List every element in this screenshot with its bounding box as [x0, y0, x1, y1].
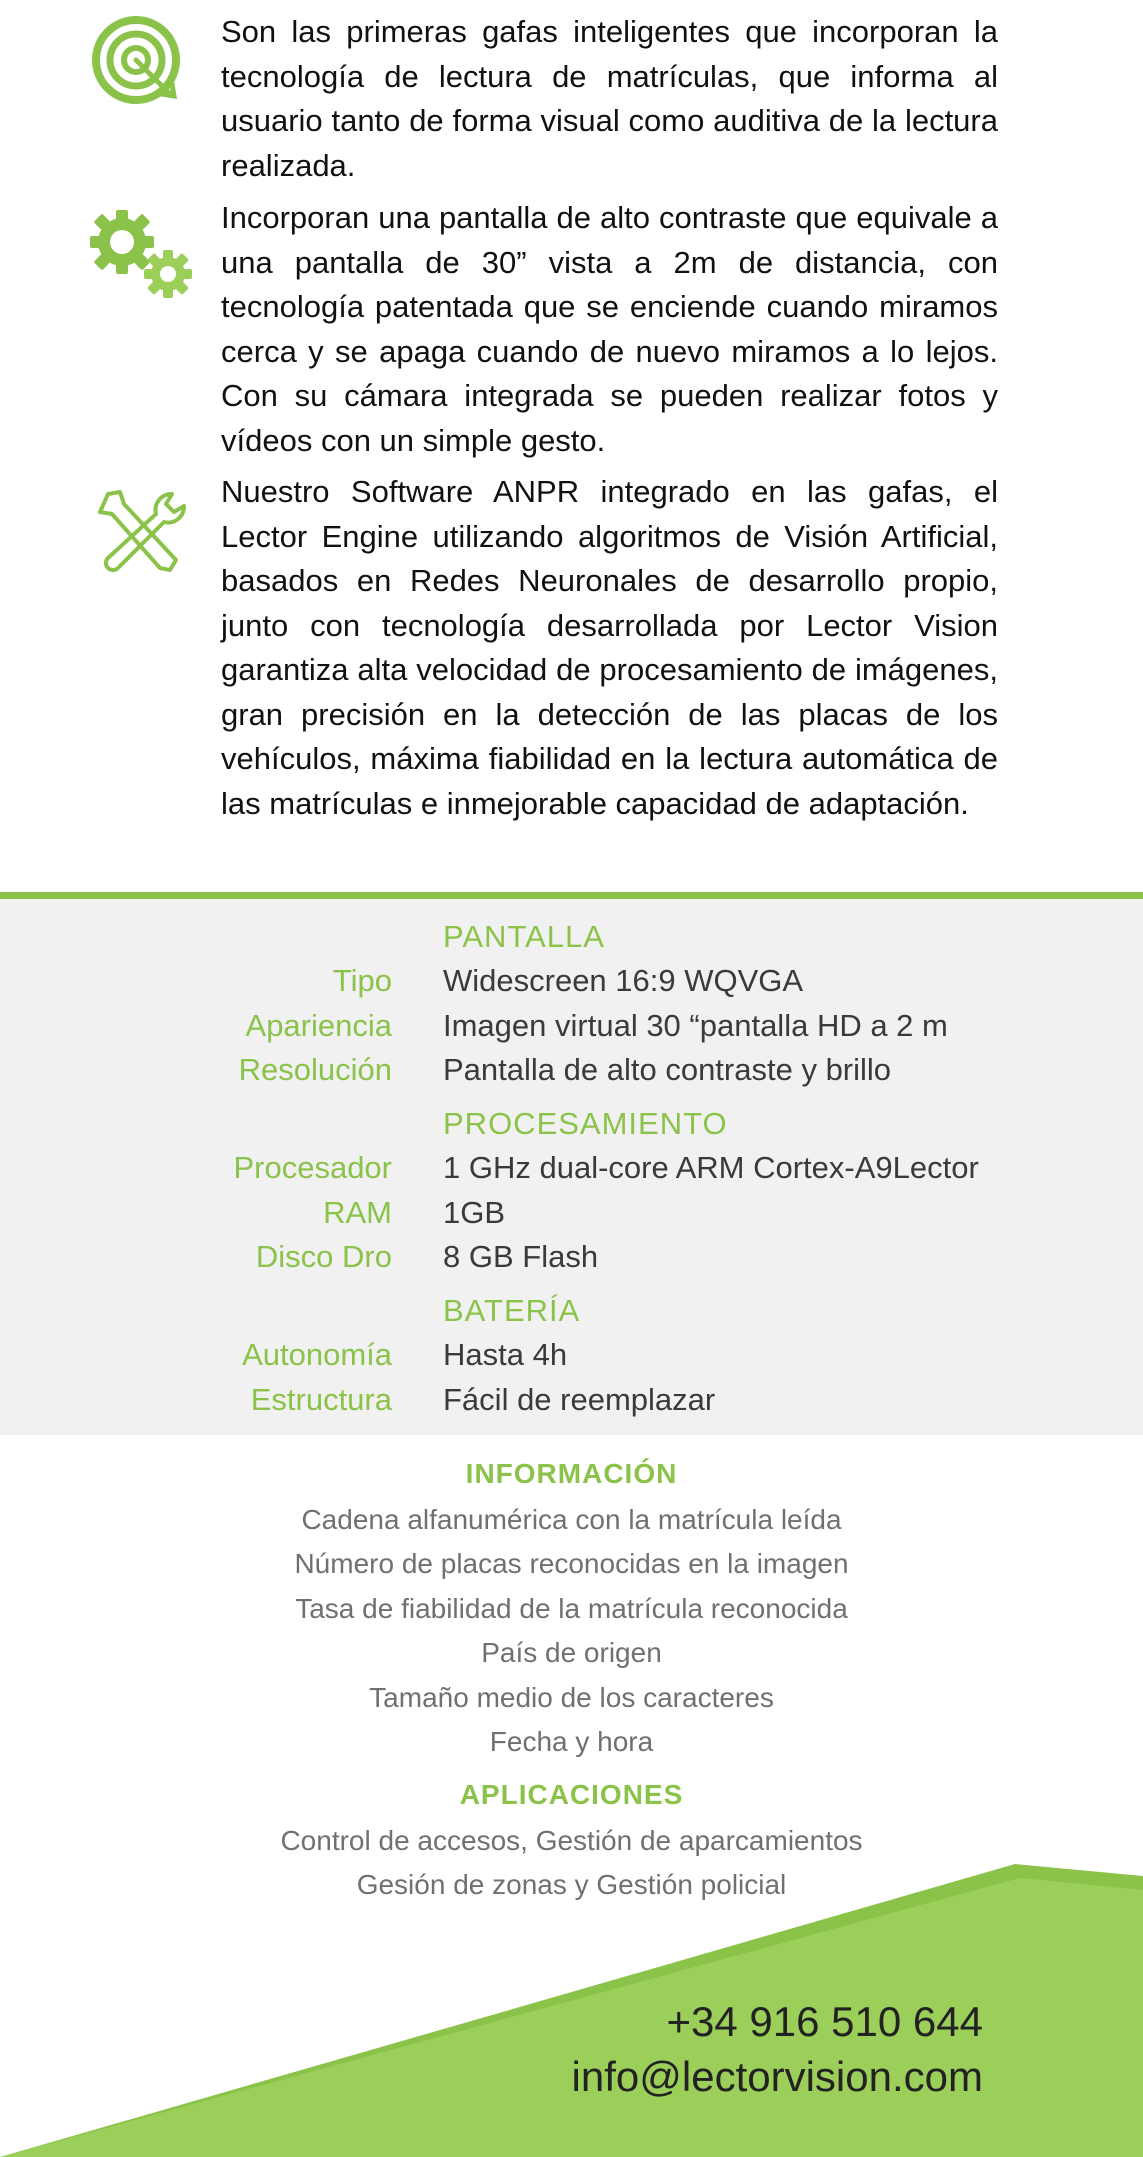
feature-block [0, 196, 1143, 466]
spec-value: Hasta 4h [443, 1337, 568, 1372]
contact-phone: +34 916 510 644 [666, 1998, 983, 2045]
info-item: Tamaño medio de los caracteres [369, 1682, 774, 1713]
info-item: Cadena alfanumérica con la matrícula leída [301, 1504, 842, 1535]
spec-label: Disco Dro [255, 1239, 392, 1274]
spec-value: 1GB [443, 1195, 506, 1230]
spec-section-title: BATERÍA [443, 1293, 581, 1328]
info-item: Fecha y hora [489, 1726, 654, 1757]
info-title: INFORMACIÓN [465, 1458, 678, 1489]
spec-section-title: PANTALLA [443, 919, 605, 954]
spec-label: Tipo [332, 963, 392, 998]
spec-row [0, 963, 1143, 1007]
spec-row [0, 1195, 1143, 1239]
application-item: Gesión de zonas y Gestión policial [356, 1869, 787, 1900]
spec-row [0, 1150, 1143, 1194]
feature-text: Incorporan una pantalla de alto contraste que equivale a una pantalla de 30” vista a 2m de distancia, con tecnología patentada que se enciende cuando miramos cerca y se apaga cuando de nuevo miramos a lo lejos. Con su cámara integrada se pueden realizar fotos y vídeos con un simple gesto. [221, 200, 998, 458]
spec-row [0, 1337, 1143, 1381]
info-item: Número de placas reconocidas en la imagen [294, 1548, 849, 1579]
spec-label: Estructura [250, 1382, 392, 1417]
spec-value: Fácil de reemplazar [443, 1382, 716, 1417]
spec-value: 8 GB Flash [443, 1239, 599, 1274]
feature-text: Nuestro Software ANPR integrado en las gafas, el Lector Engine utilizando algoritmos de Visión Artificial, basados en Redes Neuronales de desarrollo propio, junto con tecnología desarrollada por Lector Vision garantiza alta velocidad de procesamiento de imágenes, gran precisión en la detección de las placas de los vehículos, máxima fiabilidad en la lectura automática de las matrículas e inmejorable capacidad de adaptación. [221, 474, 998, 821]
spec-label: RAM [323, 1195, 392, 1230]
spec-row [0, 1382, 1143, 1426]
contact-email[interactable]: info@lectorvision.com [571, 2053, 983, 2100]
spec-value: Widescreen 16:9 WQVGA [443, 963, 804, 998]
info-item: Tasa de fiabilidad de la matrícula reconocida [295, 1593, 848, 1624]
spec-row [0, 1052, 1143, 1096]
feature-block [0, 10, 1143, 190]
application-item: Control de accesos, Gestión de aparcamientos [280, 1825, 863, 1856]
tools-icon [90, 488, 190, 583]
applications-title: APLICACIONES [459, 1779, 684, 1810]
spec-label: Procesador [233, 1150, 392, 1185]
info-item: País de origen [481, 1637, 662, 1668]
feature-block [0, 470, 1143, 870]
target-icon [90, 14, 186, 115]
spec-label: Apariencia [245, 1008, 392, 1043]
spec-value: 1 GHz dual-core ARM Cortex-A9Lector [443, 1150, 979, 1185]
spec-label: Autonomía [242, 1337, 392, 1372]
spec-value: Pantalla de alto contraste y brillo [443, 1052, 892, 1087]
spec-row [0, 1239, 1143, 1283]
spec-section-title: PROCESAMIENTO [443, 1106, 728, 1141]
specs-panel [0, 892, 1143, 1435]
gears-icon [90, 206, 200, 311]
spec-value: Imagen virtual 30 “pantalla HD a 2 m [443, 1008, 948, 1043]
feature-text: Son las primeras gafas inteligentes que incorporan la tecnología de lectura de matrículas, que informa al usuario tanto de forma visual como auditiva de la lectura realizada. [221, 14, 998, 183]
spec-row [0, 1008, 1143, 1052]
spec-label: Resolución [238, 1052, 392, 1087]
